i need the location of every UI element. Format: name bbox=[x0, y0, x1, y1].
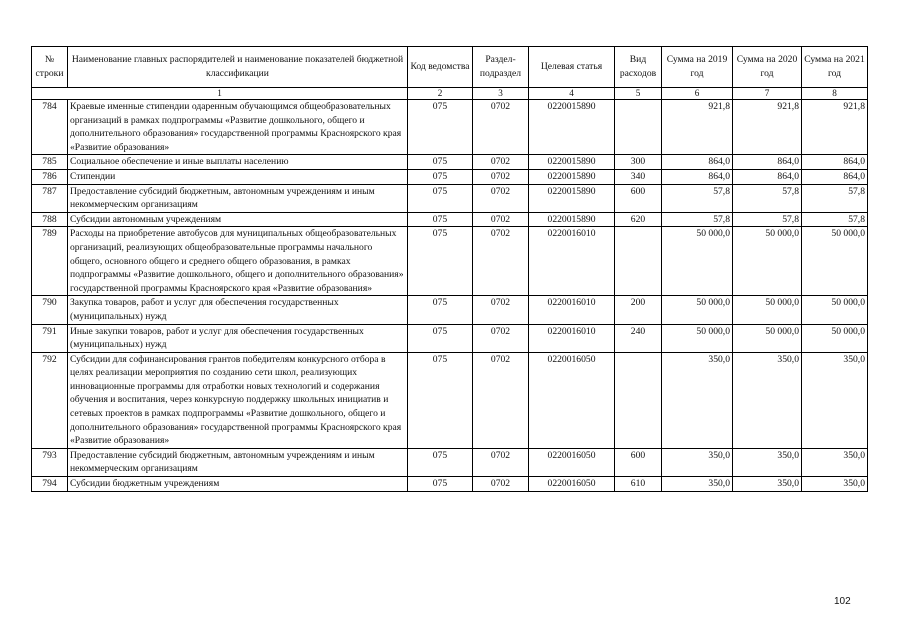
row-department-code: 075 bbox=[408, 155, 473, 170]
row-sum-2021: 57,8 bbox=[802, 212, 868, 227]
row-sum-2020: 864,0 bbox=[733, 155, 802, 170]
row-department-code: 075 bbox=[408, 324, 473, 352]
row-sum-2020: 864,0 bbox=[733, 169, 802, 184]
row-target-article: 0220016010 bbox=[529, 324, 615, 352]
column-number: 2 bbox=[408, 88, 473, 100]
row-sum-2020: 350,0 bbox=[733, 448, 802, 476]
header-target: Целевая статья bbox=[529, 47, 615, 88]
row-sum-2019: 350,0 bbox=[662, 352, 733, 448]
row-sum-2021: 50 000,0 bbox=[802, 227, 868, 296]
row-number: 785 bbox=[32, 155, 68, 170]
budget-table bbox=[31, 46, 868, 492]
row-section: 0702 bbox=[473, 100, 529, 155]
row-department-code: 075 bbox=[408, 184, 473, 212]
header-code: Код ведомства bbox=[408, 47, 473, 88]
row-sum-2019: 864,0 bbox=[662, 169, 733, 184]
table-row bbox=[32, 155, 868, 170]
row-sum-2021: 864,0 bbox=[802, 169, 868, 184]
row-number: 787 bbox=[32, 184, 68, 212]
row-sum-2019: 57,8 bbox=[662, 212, 733, 227]
row-expense-kind: 240 bbox=[615, 324, 662, 352]
row-sum-2021: 350,0 bbox=[802, 477, 868, 492]
row-section: 0702 bbox=[473, 184, 529, 212]
row-sum-2021: 864,0 bbox=[802, 155, 868, 170]
row-section: 0702 bbox=[473, 477, 529, 492]
table-row bbox=[32, 227, 868, 296]
row-target-article: 0220015890 bbox=[529, 100, 615, 155]
row-name: Иные закупки товаров, работ и услуг для обеспечения государственных (муниципальных) нужд bbox=[68, 324, 408, 352]
table-row bbox=[32, 100, 868, 155]
row-target-article: 0220016050 bbox=[529, 477, 615, 492]
row-sum-2021: 350,0 bbox=[802, 448, 868, 476]
row-section: 0702 bbox=[473, 324, 529, 352]
row-sum-2020: 57,8 bbox=[733, 184, 802, 212]
row-target-article: 0220016010 bbox=[529, 227, 615, 296]
table-row bbox=[32, 324, 868, 352]
table-row bbox=[32, 212, 868, 227]
row-sum-2021: 57,8 bbox=[802, 184, 868, 212]
row-name: Расходы на приобретение автобусов для муниципальных общеобразовательных организаций, реализующих общеобразовательные программы начального общего, основного общего и среднего общего образования, в рамках подпрограммы «Развитие дошкольного, общего и дополнительного образования» государственной программы Красноярского края «Развитие образования» bbox=[68, 227, 408, 296]
row-number: 794 bbox=[32, 477, 68, 492]
row-target-article: 0220016050 bbox=[529, 448, 615, 476]
table-row bbox=[32, 184, 868, 212]
row-sum-2021: 50 000,0 bbox=[802, 296, 868, 324]
row-sum-2020: 50 000,0 bbox=[733, 324, 802, 352]
row-sum-2020: 50 000,0 bbox=[733, 227, 802, 296]
table-row bbox=[32, 448, 868, 476]
row-sum-2019: 50 000,0 bbox=[662, 227, 733, 296]
header-name: Наименование главных распорядителей и наименование показателей бюджетной классификации bbox=[68, 47, 408, 88]
column-number: 6 bbox=[662, 88, 733, 100]
row-number: 784 bbox=[32, 100, 68, 155]
column-number: 7 bbox=[733, 88, 802, 100]
row-department-code: 075 bbox=[408, 352, 473, 448]
row-expense-kind: 600 bbox=[615, 184, 662, 212]
row-number: 792 bbox=[32, 352, 68, 448]
row-sum-2021: 921,8 bbox=[802, 100, 868, 155]
row-department-code: 075 bbox=[408, 296, 473, 324]
row-sum-2019: 350,0 bbox=[662, 477, 733, 492]
row-target-article: 0220016050 bbox=[529, 352, 615, 448]
row-section: 0702 bbox=[473, 212, 529, 227]
row-department-code: 075 bbox=[408, 100, 473, 155]
header-sum-2020: Сумма на 2020 год bbox=[733, 47, 802, 88]
row-name: Предоставление субсидий бюджетным, автономным учреждениям и иным некоммерческим организациям bbox=[68, 448, 408, 476]
column-number: 5 bbox=[615, 88, 662, 100]
row-department-code: 075 bbox=[408, 169, 473, 184]
page-number: 102 bbox=[834, 596, 851, 607]
row-section: 0702 bbox=[473, 296, 529, 324]
row-sum-2019: 50 000,0 bbox=[662, 324, 733, 352]
row-expense-kind: 600 bbox=[615, 448, 662, 476]
row-expense-kind: 340 bbox=[615, 169, 662, 184]
row-sum-2020: 921,8 bbox=[733, 100, 802, 155]
row-name: Социальное обеспечение и иные выплаты населению bbox=[68, 155, 408, 170]
row-sum-2021: 350,0 bbox=[802, 352, 868, 448]
row-name: Субсидии автономным учреждениям bbox=[68, 212, 408, 227]
header-row bbox=[32, 47, 868, 88]
row-number: 791 bbox=[32, 324, 68, 352]
row-section: 0702 bbox=[473, 227, 529, 296]
row-name: Предоставление субсидий бюджетным, автономным учреждениям и иным некоммерческим организациям bbox=[68, 184, 408, 212]
row-sum-2020: 57,8 bbox=[733, 212, 802, 227]
row-number: 789 bbox=[32, 227, 68, 296]
row-sum-2019: 50 000,0 bbox=[662, 296, 733, 324]
column-number: 1 bbox=[32, 88, 408, 100]
row-name: Закупка товаров, работ и услуг для обеспечения государственных (муниципальных) нужд bbox=[68, 296, 408, 324]
row-target-article: 0220015890 bbox=[529, 169, 615, 184]
row-sum-2020: 350,0 bbox=[733, 477, 802, 492]
row-section: 0702 bbox=[473, 352, 529, 448]
row-target-article: 0220015890 bbox=[529, 212, 615, 227]
row-sum-2019: 921,8 bbox=[662, 100, 733, 155]
row-number: 793 bbox=[32, 448, 68, 476]
row-name: Субсидии бюджетным учреждениям bbox=[68, 477, 408, 492]
table-row bbox=[32, 352, 868, 448]
row-department-code: 075 bbox=[408, 212, 473, 227]
row-sum-2020: 350,0 bbox=[733, 352, 802, 448]
row-number: 788 bbox=[32, 212, 68, 227]
column-number-row bbox=[32, 88, 868, 100]
column-number: 8 bbox=[802, 88, 868, 100]
row-number: 790 bbox=[32, 296, 68, 324]
row-section: 0702 bbox=[473, 169, 529, 184]
row-expense-kind: 200 bbox=[615, 296, 662, 324]
row-department-code: 075 bbox=[408, 227, 473, 296]
row-expense-kind bbox=[615, 100, 662, 155]
column-number: 4 bbox=[529, 88, 615, 100]
table-row bbox=[32, 477, 868, 492]
table-row bbox=[32, 296, 868, 324]
row-target-article: 0220016010 bbox=[529, 296, 615, 324]
row-sum-2021: 50 000,0 bbox=[802, 324, 868, 352]
row-target-article: 0220015890 bbox=[529, 184, 615, 212]
row-number: 786 bbox=[32, 169, 68, 184]
row-target-article: 0220015890 bbox=[529, 155, 615, 170]
header-section: Раздел-подраздел bbox=[473, 47, 529, 88]
header-sum-2019: Сумма на 2019 год bbox=[662, 47, 733, 88]
row-expense-kind: 300 bbox=[615, 155, 662, 170]
row-expense-kind: 620 bbox=[615, 212, 662, 227]
row-expense-kind bbox=[615, 227, 662, 296]
row-name: Субсидии для софинансирования грантов победителям конкурсного отбора в целях реализации мероприятия по созданию сети школ, реализующих инновационные программы для отработки новых технологий и содержания обучения и воспитания, через конкурсную поддержку школьных инициатив и сетевых проектов в рамках подпрограммы «Развитие дошкольного, общего и дополнительного образования» государственной программы Красноярского края «Развитие образования» bbox=[68, 352, 408, 448]
row-section: 0702 bbox=[473, 155, 529, 170]
row-expense-kind: 610 bbox=[615, 477, 662, 492]
row-sum-2019: 350,0 bbox=[662, 448, 733, 476]
header-num: № строки bbox=[32, 47, 68, 88]
row-department-code: 075 bbox=[408, 448, 473, 476]
row-department-code: 075 bbox=[408, 477, 473, 492]
row-sum-2019: 57,8 bbox=[662, 184, 733, 212]
row-sum-2020: 50 000,0 bbox=[733, 296, 802, 324]
row-expense-kind bbox=[615, 352, 662, 448]
header-sum-2021: Сумма на 2021 год bbox=[802, 47, 868, 88]
column-number: 3 bbox=[473, 88, 529, 100]
row-name: Стипендии bbox=[68, 169, 408, 184]
row-sum-2019: 864,0 bbox=[662, 155, 733, 170]
table-row bbox=[32, 169, 868, 184]
row-section: 0702 bbox=[473, 448, 529, 476]
header-kind: Вид расходов bbox=[615, 47, 662, 88]
row-name: Краевые именные стипендии одаренным обучающимся общеобразовательных организаций в рамках подпрограммы «Развитие дошкольного, общего и дополнительного образования» государственной программы Красноярского края «Развитие образования» bbox=[68, 100, 408, 155]
